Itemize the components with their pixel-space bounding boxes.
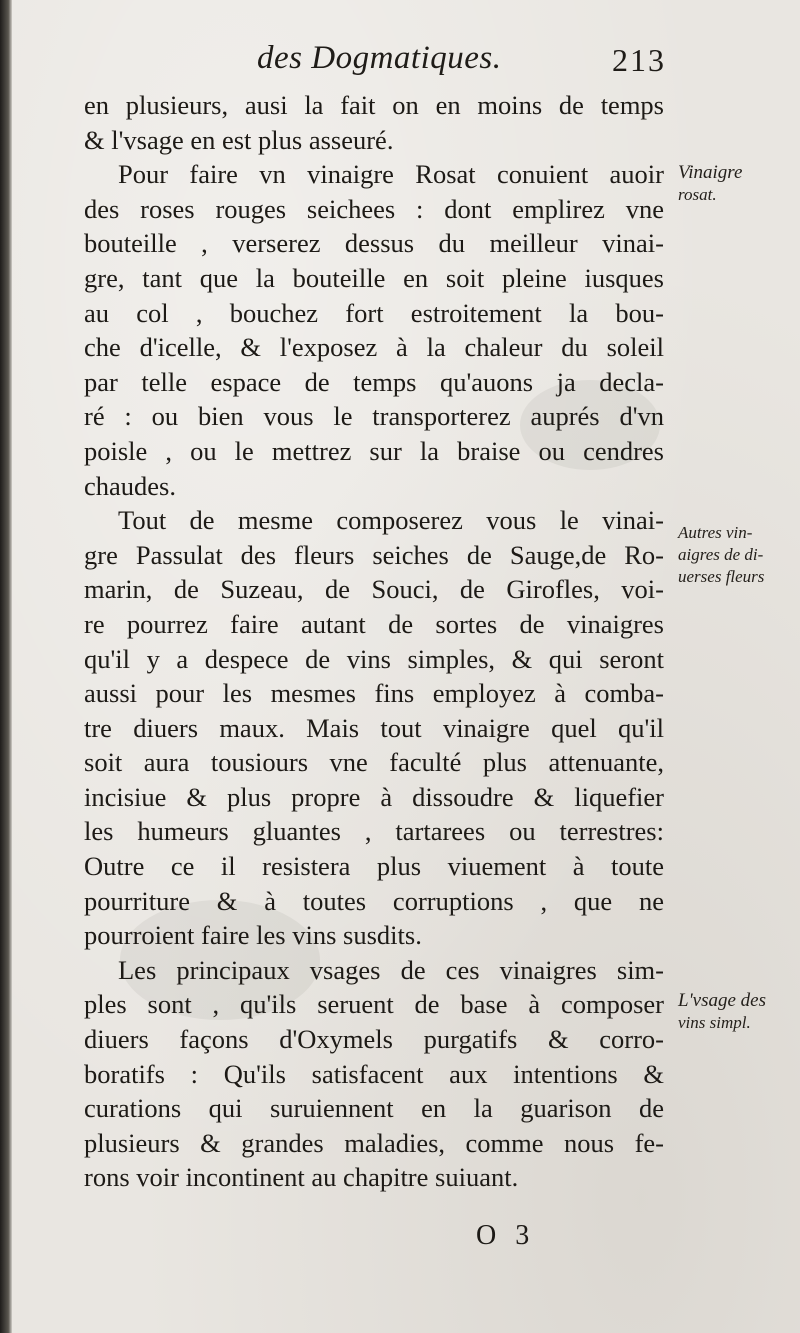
text-line: en plusieurs, ausi la fait on en moins de temps	[84, 90, 664, 120]
margin-note-line: L'vsage des	[678, 990, 766, 1011]
text-line: gre, tant que la bouteille en soit pleine iusques	[84, 262, 664, 293]
text-line: pourroient faire les vins susdits.	[84, 920, 422, 951]
text-line: ples sont , qu'ils seruent de base à composer	[84, 989, 664, 1020]
margin-note-line: aigres de di-	[678, 545, 764, 564]
text-line: Outre ce il resistera plus viuement à toute	[84, 851, 664, 882]
text-line: ré : ou bien vous le transporterez auprés d'vn	[84, 401, 664, 432]
text-line: par telle espace de temps qu'auons ja decla-	[84, 366, 664, 397]
text-line: gre Passulat des fleurs seiches de Sauge,de Ro-	[84, 539, 664, 570]
text-line: pourriture & à toutes corruptions , que ne	[84, 885, 664, 916]
page-gutter-shadow	[0, 0, 12, 1333]
text-line: marin, de Suzeau, de Souci, de Girofles, voi-	[84, 574, 664, 605]
text-line: diuers façons d'Oxymels purgatifs & corro-	[84, 1024, 664, 1055]
text-line: rons voir incontinent au chapitre suiuant.	[84, 1162, 519, 1193]
margin-note-vinaigre-rosat	[678, 162, 798, 206]
text-line: boratifs : Qu'ils satisfacent aux intentions &	[84, 1058, 664, 1089]
page-header	[0, 34, 800, 84]
text-line: poisle , ou le mettrez sur la braise ou cendres	[84, 435, 664, 466]
text-line: bouteille , verserez dessus du meilleur vinai-	[84, 228, 664, 259]
text-line: incisiue & plus propre à dissoudre & liquefier	[84, 781, 664, 812]
text-line: aussi pour les mesmes fins employez à comba-	[84, 678, 664, 709]
text-line: Pour faire vn vinaigre Rosat conuient auoir	[118, 159, 664, 190]
text-line: Les principaux vsages de ces vinaigres sim-	[118, 954, 664, 985]
margin-note-line: Autres vin-	[678, 523, 753, 542]
body-text	[84, 88, 664, 1195]
margin-note-line: vins simpl.	[678, 1013, 751, 1032]
signature-mark: O 3	[476, 1220, 536, 1251]
text-line: des roses rouges seichees : dont emplirez vne	[84, 193, 664, 224]
margin-note-line: Vinaigre	[678, 162, 743, 183]
text-line: plusieurs & grandes maladies, comme nous fe-	[84, 1127, 664, 1158]
text-line: Tout de mesme composerez vous le vinai-	[118, 505, 664, 536]
margin-note-line: uerses fleurs	[678, 567, 765, 586]
text-line: curations qui suruiennent en la guarison de	[84, 1093, 664, 1124]
text-line: qu'il y a despece de vins simples, & qui seront	[84, 643, 664, 674]
text-line: tre diuers maux. Mais tout vinaigre quel qu'il	[84, 712, 664, 743]
text-line: re pourrez faire autant de sortes de vinaigres	[84, 608, 664, 639]
margin-note-autres-vinaigres	[678, 522, 798, 588]
text-line: les humeurs gluantes , tartarees ou terrestres:	[84, 816, 664, 847]
margin-note-usage-vins	[678, 990, 798, 1034]
text-line: au col , bouchez fort estroitement la bou-	[84, 297, 664, 328]
text-line: soit aura tousiours vne faculté plus attenuante,	[84, 747, 664, 778]
page-number: 213	[612, 42, 666, 78]
text-line: chaudes.	[84, 470, 176, 501]
text-line: & l'vsage en est plus asseuré.	[84, 124, 394, 155]
running-title: des Dogmatiques.	[257, 40, 502, 76]
margin-note-line: rosat.	[678, 185, 717, 204]
text-line: che d'icelle, & l'exposez à la chaleur du soleil	[84, 332, 664, 363]
